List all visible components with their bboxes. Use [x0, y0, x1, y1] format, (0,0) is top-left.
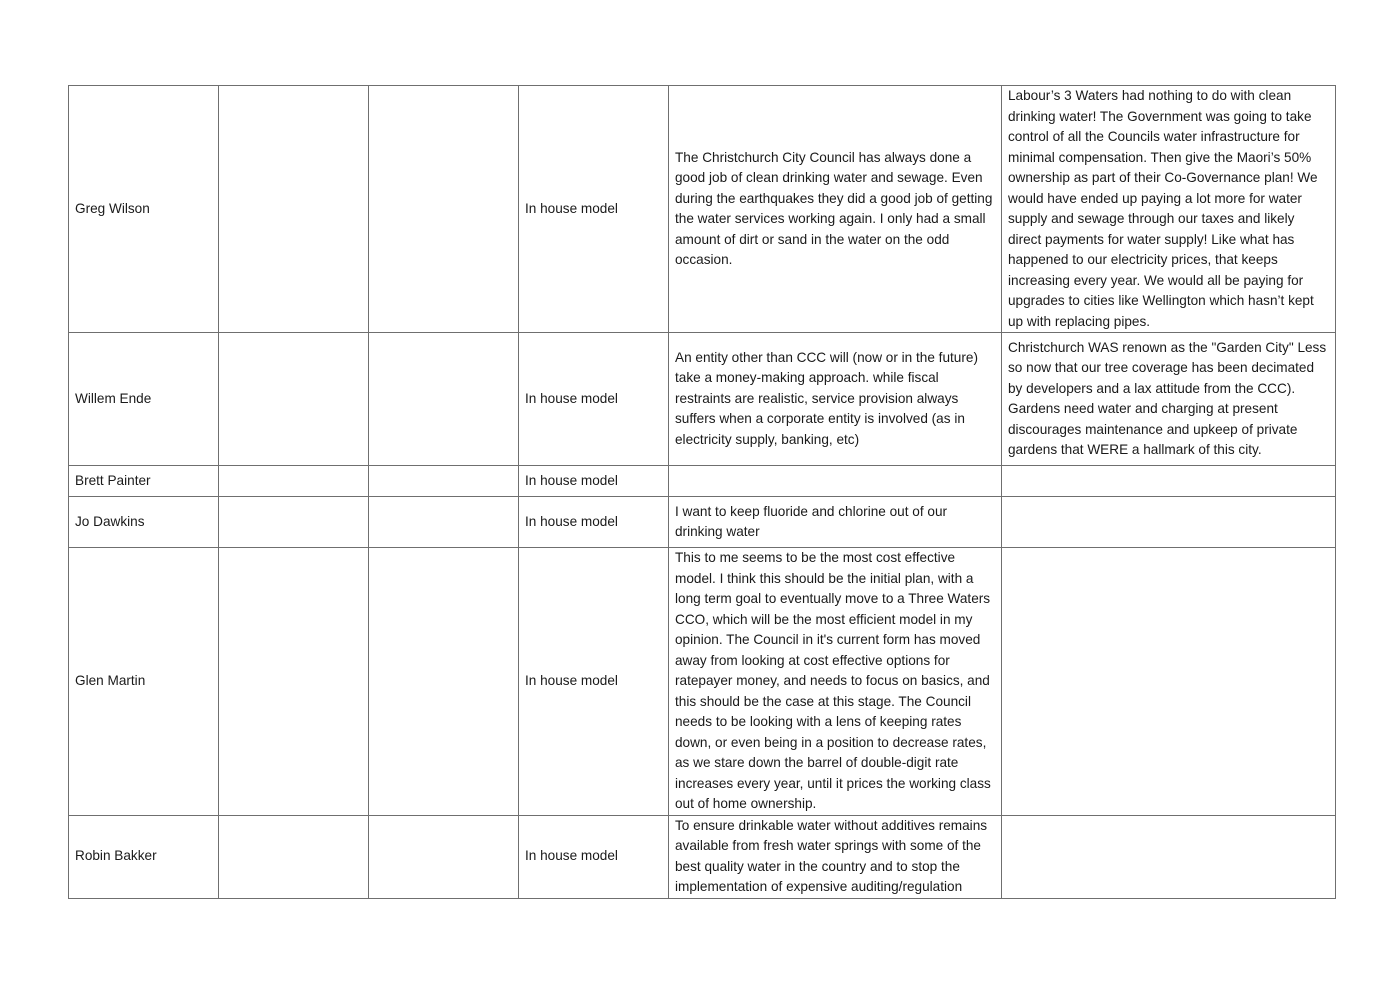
- empty-cell: [219, 466, 369, 497]
- submissions-table: [68, 85, 1336, 899]
- reason-cell: The Christchurch City Council has always done a good job of clean drinking water and sewage. Even during the earthquakes they did a good job of getting the water services working again. I only had a small amount of dirt or sand in the water on the odd occasion.: [669, 86, 1002, 333]
- comment-cell: [1002, 497, 1336, 548]
- submitter-name-cell: Glen Martin: [69, 548, 219, 816]
- comment-cell: [1002, 548, 1336, 816]
- reason-cell: [669, 466, 1002, 497]
- reason-cell: This to me seems to be the most cost effective model. I think this should be the initial plan, with a long term goal to eventually move to a Three Waters CCO, which will be the most efficient model in my opinion. The Council in it's current form has moved away from looking at cost effective options for ratepayer money, and needs to focus on basics, and this should be the case at this stage. The Council needs to be looking with a lens of keeping rates down, or even being in a position to decrease rates, as we stare down the barrel of double-digit rate increases every year, until it prices the working class out of home ownership.: [669, 548, 1002, 816]
- comment-cell: [1002, 466, 1336, 497]
- model-choice-cell: In house model: [519, 333, 669, 466]
- submitter-name-cell: Jo Dawkins: [69, 497, 219, 548]
- empty-cell: [369, 333, 519, 466]
- table-row: [69, 86, 1336, 333]
- submitter-name-cell: Brett Painter: [69, 466, 219, 497]
- table-row: [69, 548, 1336, 816]
- submitter-name-cell: Robin Bakker: [69, 815, 219, 898]
- table-row: [69, 497, 1336, 548]
- empty-cell: [369, 815, 519, 898]
- empty-cell: [369, 497, 519, 548]
- reason-cell: To ensure drinkable water without additives remains available from fresh water springs with some of the best quality water in the country and to stop the implementation of expensive auditing/regulation: [669, 815, 1002, 898]
- table-row: [69, 815, 1336, 898]
- reason-cell: An entity other than CCC will (now or in the future) take a money-making approach. while fiscal restraints are realistic, service provision always suffers when a corporate entity is involved (as in electricity supply, banking, etc): [669, 333, 1002, 466]
- model-choice-cell: In house model: [519, 815, 669, 898]
- model-choice-cell: In house model: [519, 466, 669, 497]
- model-choice-cell: In house model: [519, 497, 669, 548]
- reason-cell: I want to keep fluoride and chlorine out of our drinking water: [669, 497, 1002, 548]
- submitter-name-cell: Greg Wilson: [69, 86, 219, 333]
- empty-cell: [219, 86, 369, 333]
- model-choice-cell: In house model: [519, 548, 669, 816]
- table-row: [69, 466, 1336, 497]
- empty-cell: [369, 86, 519, 333]
- model-choice-cell: In house model: [519, 86, 669, 333]
- comment-cell: Labour’s 3 Waters had nothing to do with clean drinking water! The Government was going to take control of all the Councils water infrastructure for minimal compensation. Then give the Maori’s 50% ownership as part of their Co-Governance plan! We would have ended up paying a lot more for water supply and sewage through our taxes and likely direct payments for water supply! Like what has happened to our electricity prices, that keeps increasing every year. We would all be paying for upgrades to cities like Wellington which hasn’t kept up with replacing pipes.: [1002, 86, 1336, 333]
- comment-cell: [1002, 815, 1336, 898]
- empty-cell: [219, 497, 369, 548]
- empty-cell: [219, 333, 369, 466]
- empty-cell: [219, 548, 369, 816]
- empty-cell: [219, 815, 369, 898]
- comment-cell: Christchurch WAS renown as the "Garden City" Less so now that our tree coverage has been decimated by developers and a lax attitude from the CCC). Gardens need water and charging at present discourages maintenance and upkeep of private gardens that WERE a hallmark of this city.: [1002, 333, 1336, 466]
- empty-cell: [369, 466, 519, 497]
- submitter-name-cell: Willem Ende: [69, 333, 219, 466]
- empty-cell: [369, 548, 519, 816]
- table-row: [69, 333, 1336, 466]
